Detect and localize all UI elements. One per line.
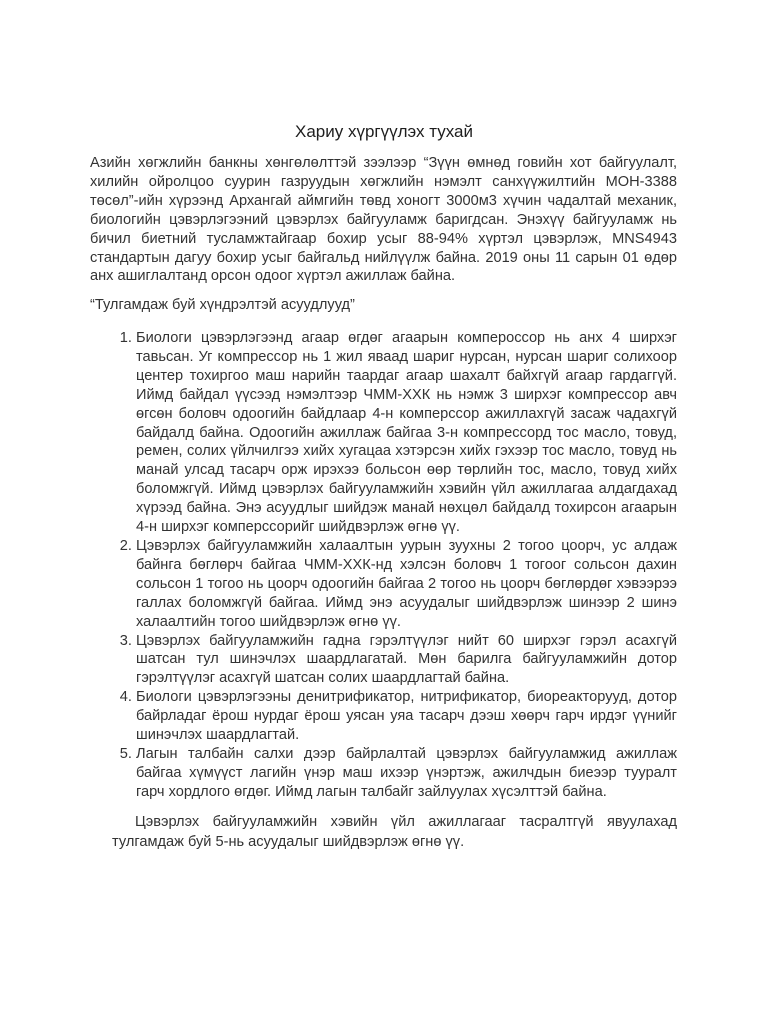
document-title: Хариу хүргүүлэх тухай [295,122,473,141]
issue-item-2: 2. Цэвэрлэх байгууламжийн халаалтын уурын зуухны 2 тогоо цоорч, ус алдаж байнга бөглөрч байгаа ЧММ-ХХК-нд хэлсэн боловч 1 тогоог сольсон дахин сольсон 1 тогоо нь цоорч одоогийн байгаа 2 тогоо нь цоорч бөглөрдөг хэвээрээ галлах боломжгүй байгаа. Иймд энэ асуудалыг шийдвэрлэж шинээр 2 шинэ халаалтийн тогоо шийдвэрлэж өгнө үү. [136,537,677,632]
issues-heading: “Тулгамдаж буй хүндрэлтэй асуудлууд” [90,297,355,313]
issues-list [90,329,677,802]
issue-item-4: 4. Биологи цэвэрлэгээны денитрификатор, нитрификатор, биореакторууд, дотор байрладаг ёрош нурдаг ёрош уясан уяа тасарч дээш хөөрч гарч ирдэг үүнийг шинэчлэх шаардлагтай. [136,688,677,745]
issue-item-1: 1. Биологи цэвэрлэгээнд агаар өгдөг агаарын компероссор нь анх 4 ширхэг тавьсан. Уг компрессор нь 1 жил яваад шариг нурсан, нурсан шариг солихоор центер тохиргоо маш нарийн таардаг агаар шахалт байхгүй агаар гардаггүй. Иймд байдал үүсээд нэмэлтээр ЧММ-ХХК нь нэмж 3 ширхэг компрессор авч өгсөн боловч одоогийн байдлаар 4-н комперссор ажиллахгүй засаж чадахгүй байдалд байна. Одоогийн ажиллаж байгаа 3-н компрессорд тос масло, товуд, ремен, солих үйлчилгээ хийх хугацаа хэтэрсэн хийх гэхээр тос масло, товуд нь манай улсад тасарч орж ирэхээ больсон өөр төрлийн тос, масло, товуд хийх боломжгүй. Иймд цэвэрлэх байгууламжийн хэвийн үйл ажиллагаа алдагдахад хүрээд байна. Энэ асуудлыг шийдэж манай нөхцөл байдалд тохирсон агаарын 4-н ширхэг комперссорийг шийдвэрлэж өгнө үү. [136,329,677,537]
conclusion-paragraph: Цэвэрлэх байгууламжийн хэвийн үйл ажиллагааг тасралтгүй явуулахад тулгамдаж буй 5-нь асуудалыг шийдвэрлэж өгнө үү. [112,814,677,850]
issue-item-5: 5. Лагын талбайн салхи дээр байрлалтай цэвэрлэх байгууламжид ажиллаж байгаа хүмүүст лагийн үнэр маш ихээр үнэртэж, ажилчдын биеээр тууралт гарч хордлого өгдөг. Иймд лагын талбайг зайлуулах хүсэлттэй байна. [136,745,677,802]
issue-item-3: 3. Цэвэрлэх байгууламжийн гадна гэрэлтүүлэг нийт 60 ширхэг гэрэл асахгүй шатсан тул шинэчлэх шаардлагатай. Мөн барилга байгууламжийн дотор гэрэлтүүлэг асахгүй шатсан солих шаардлагтай байна. [136,632,677,689]
intro-paragraph: Азийн хөгжлийн банкны хөнгөлөлттэй зээлээр “Зүүн өмнөд говийн хот байгуулалт, хилийн ойролцоо суурин газруудын хөгжлийн нэмэлт санхүүжилтийн MOH-3388 төсөл”-ийн хүрээнд Архангай аймгийн төвд хоногт 3000м3 хүчин чадалтай механик, биологийн цэвэрлэгээний цэвэрлэх байгууламж баригдсан. Энэхүү байгууламж нь бичил биетний тусламжтайгаар бохир усыг 88-94% хүртэл цэвэрлэж, MNS4943 стандартын дагуу бохир усыг байгальд нийлүүлж байна. 2019 оны 11 сарын 01 өдөр анх ашиглалтанд орсон одоог хүртэл ажиллаж байна. [90,155,677,285]
